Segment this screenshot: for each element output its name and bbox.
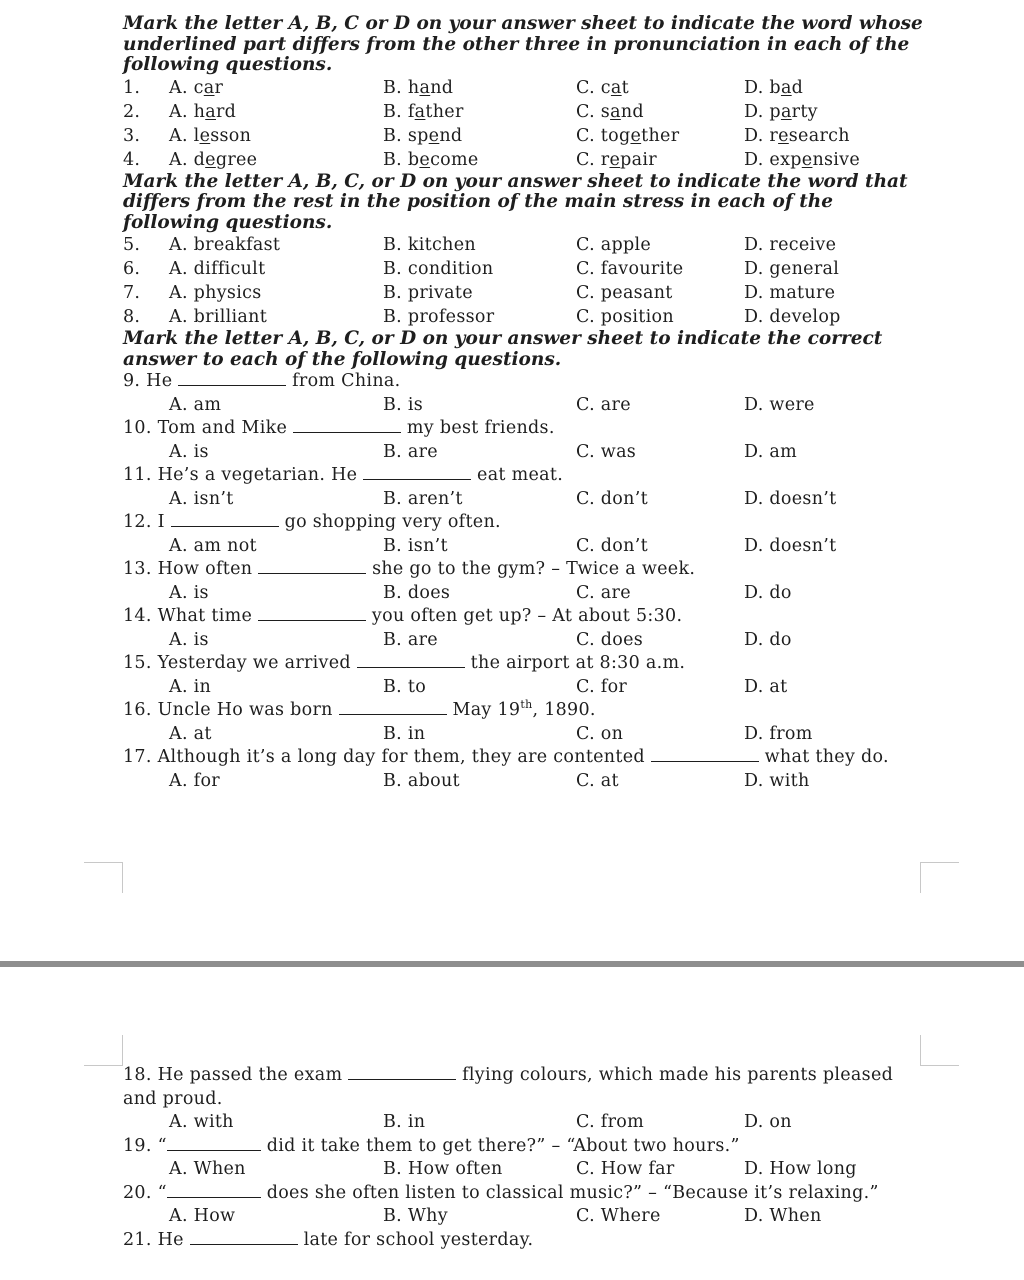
option-a[interactable]: A. difficult — [169, 259, 266, 279]
question-20 — [123, 1182, 923, 1229]
option-d[interactable]: D. mature — [744, 283, 836, 303]
option-d[interactable]: D. do — [744, 629, 792, 650]
option-c[interactable]: C. favourite — [576, 259, 684, 279]
option-a[interactable]: A. When — [169, 1159, 246, 1179]
question-stem: 14. What time you often get up? – At about 5:30. — [123, 606, 683, 626]
instruction-stress: Mark the letter A, B, C, or D on your answer sheet to indicate the word that differs from the rest in the position of the main stress in each of the following questions. — [123, 170, 908, 233]
page-corner-mark — [920, 862, 959, 893]
option-c[interactable]: C. was — [576, 441, 637, 462]
option-a[interactable]: A. is — [169, 582, 209, 603]
answer-blank[interactable] — [167, 1138, 261, 1151]
answer-blank[interactable] — [348, 1067, 456, 1080]
page-2 — [123, 1064, 923, 1252]
options — [123, 676, 923, 700]
option-d[interactable]: D. When — [744, 1206, 822, 1226]
option-d[interactable]: D. bad — [744, 77, 804, 98]
option-d[interactable]: D. from — [744, 723, 813, 744]
option-a[interactable]: A. is — [169, 629, 209, 650]
question-8: 8. A. brilliant B. professor C. position D. develop — [123, 307, 841, 327]
option-a[interactable]: A. for — [169, 770, 220, 791]
question-6: 6. A. difficult B. condition C. favourite D. general — [123, 259, 840, 279]
option-c[interactable]: C. repair — [576, 149, 657, 170]
option-c[interactable]: C. are — [576, 394, 631, 415]
option-d[interactable]: D. doesn’t — [744, 488, 837, 509]
option-b[interactable]: B. kitchen — [383, 235, 476, 255]
question-3: 3. A. lesson B. spend C. together D. research — [123, 125, 850, 146]
option-b[interactable]: B. in — [383, 723, 426, 744]
option-a[interactable]: A. lesson — [169, 125, 252, 146]
answer-blank[interactable] — [357, 655, 465, 668]
option-c[interactable]: C. are — [576, 582, 631, 603]
option-c[interactable]: C. don’t — [576, 488, 648, 509]
answer-blank[interactable] — [178, 373, 286, 386]
answer-blank[interactable] — [651, 749, 759, 762]
answer-blank[interactable] — [293, 420, 401, 433]
options — [123, 1205, 923, 1229]
question-10 — [123, 417, 923, 464]
option-d[interactable]: D. research — [744, 125, 850, 146]
question-stem: 10. Tom and Mike my best friends. — [123, 418, 555, 438]
option-c[interactable]: C. peasant — [576, 283, 673, 303]
question-stem: 15. Yesterday we arrived the airport at 8:30 a.m. — [123, 653, 686, 673]
option-d[interactable]: D. develop — [744, 307, 841, 327]
question-19 — [123, 1135, 923, 1182]
option-d[interactable]: D. on — [744, 1112, 792, 1132]
question-21 — [123, 1229, 923, 1253]
option-b[interactable]: B. Why — [383, 1206, 448, 1226]
option-d[interactable]: D. general — [744, 259, 840, 279]
option-b[interactable]: B. are — [383, 441, 438, 462]
option-a[interactable]: A. am — [169, 394, 222, 415]
question-7: 7. A. physics B. private C. peasant D. mature — [123, 283, 836, 303]
question-stem: 9. He from China. — [123, 371, 401, 391]
option-b[interactable]: B. condition — [383, 259, 494, 279]
option-a[interactable]: A. breakfast — [169, 235, 281, 255]
options — [123, 582, 923, 606]
options — [123, 1158, 923, 1182]
question-13 — [123, 558, 923, 605]
question-17 — [123, 746, 923, 793]
question-stem: 13. How often she go to the gym? – Twice a week. — [123, 559, 696, 579]
question-9 — [123, 370, 923, 417]
option-c[interactable]: C. at — [576, 770, 619, 791]
option-a[interactable]: A. in — [169, 676, 212, 697]
question-stem: 18. He passed the exam flying colours, which made his parents pleased and proud. — [123, 1065, 894, 1109]
options — [123, 394, 923, 418]
option-b[interactable]: B. How often — [383, 1159, 503, 1179]
option-b[interactable]: B. about — [383, 770, 460, 791]
option-b[interactable]: B. professor — [383, 307, 495, 327]
option-a[interactable]: A. am not — [169, 535, 257, 556]
answer-blank[interactable] — [190, 1232, 298, 1245]
option-b[interactable]: B. become — [383, 149, 479, 170]
option-c[interactable]: C. cat — [576, 77, 629, 98]
answer-blank[interactable] — [167, 1185, 261, 1198]
question-15 — [123, 652, 923, 699]
option-c[interactable]: C. How far — [576, 1159, 675, 1179]
question-2: 2. A. hard B. father C. sand D. party — [123, 101, 818, 122]
option-d[interactable]: D. with — [744, 770, 810, 791]
option-b[interactable]: B. father — [383, 101, 464, 122]
option-a[interactable]: A. isn’t — [169, 488, 234, 509]
option-c[interactable]: C. together — [576, 125, 680, 146]
option-d[interactable]: D. expensive — [744, 149, 861, 170]
question-stem: 12. I go shopping very often. — [123, 512, 501, 532]
answer-blank[interactable] — [339, 702, 447, 715]
option-c[interactable]: C. does — [576, 629, 644, 650]
options — [123, 629, 923, 653]
option-b[interactable]: B. is — [383, 394, 424, 415]
instruction-pronunciation: Mark the letter A, B, C or D on your answer sheet to indicate the word whose underlined part differs from the other three in pronunciation in each of the following questions. — [123, 13, 923, 75]
question-1: 1. A. car B. hand C. cat D. bad — [123, 77, 804, 98]
option-b[interactable]: B. does — [383, 582, 451, 603]
question-stem: 11. He’s a vegetarian. He eat meat. — [123, 465, 564, 485]
options — [123, 535, 923, 559]
instruction-correct-answer: Mark the letter A, B, C, or D on your answer sheet to indicate the correct answer to each of the following questions. — [123, 328, 883, 370]
answer-blank[interactable] — [258, 561, 366, 574]
question-4: 4. A. degree B. become C. repair D. expensive — [123, 149, 861, 170]
option-c[interactable]: C. don’t — [576, 535, 648, 556]
option-c[interactable]: C. sand — [576, 101, 644, 122]
option-d[interactable]: D. receive — [744, 235, 837, 255]
question-stem: 17. Although it’s a long day for them, they are contented what they do. — [123, 747, 889, 767]
option-b[interactable]: B. hand — [383, 77, 454, 98]
question-5: 5. A. breakfast B. kitchen C. apple D. receive — [123, 235, 837, 255]
option-d[interactable]: D. party — [744, 101, 818, 122]
option-c[interactable]: C. on — [576, 723, 624, 744]
option-d[interactable]: D. am — [744, 441, 798, 462]
option-b[interactable]: B. aren’t — [383, 488, 463, 509]
options — [123, 723, 923, 747]
option-d[interactable]: D. were — [744, 394, 815, 415]
option-a[interactable]: A. physics — [169, 283, 262, 303]
option-d[interactable]: D. doesn’t — [744, 535, 837, 556]
question-14 — [123, 605, 923, 652]
question-12 — [123, 511, 923, 558]
option-c[interactable]: C. for — [576, 676, 628, 697]
option-a[interactable]: A. brilliant — [169, 307, 268, 327]
answer-blank[interactable] — [171, 514, 279, 527]
option-c[interactable]: C. Where — [576, 1206, 661, 1226]
options — [123, 770, 923, 794]
option-b[interactable]: B. private — [383, 283, 473, 303]
option-b[interactable]: B. spend — [383, 125, 463, 146]
question-stem: 16. Uncle Ho was born May 19th, 1890. — [123, 698, 596, 720]
options — [123, 1111, 923, 1135]
options — [123, 488, 923, 512]
option-a[interactable]: A. How — [169, 1206, 236, 1226]
question-11 — [123, 464, 923, 511]
option-a[interactable]: A. car — [169, 77, 224, 98]
page-corner-mark — [84, 862, 123, 893]
answer-blank[interactable] — [363, 467, 471, 480]
question-stem: 20. “ does she often listen to classical music?” – “Because it’s relaxing.” — [123, 1182, 879, 1203]
option-c[interactable]: C. from — [576, 1112, 644, 1132]
option-a[interactable]: A. degree — [169, 149, 258, 170]
option-a[interactable]: A. with — [169, 1112, 234, 1132]
option-c[interactable]: C. apple — [576, 235, 652, 255]
option-d[interactable]: D. at — [744, 676, 788, 697]
option-d[interactable]: D. do — [744, 582, 792, 603]
answer-blank[interactable] — [258, 608, 366, 621]
page-corner-mark — [920, 1035, 959, 1066]
option-d[interactable]: D. How long — [744, 1159, 857, 1179]
question-18 — [123, 1064, 923, 1135]
option-a[interactable]: A. is — [169, 441, 209, 462]
question-stem: 21. He late for school yesterday. — [123, 1229, 534, 1250]
option-b[interactable]: B. isn’t — [383, 535, 448, 556]
option-b[interactable]: B. are — [383, 629, 438, 650]
option-a[interactable]: A. hard — [169, 101, 237, 122]
page-1 — [123, 14, 923, 793]
page-corner-mark — [84, 1035, 123, 1066]
option-b[interactable]: B. to — [383, 676, 427, 697]
question-16 — [123, 699, 923, 746]
options — [123, 441, 923, 465]
option-c[interactable]: C. position — [576, 307, 674, 327]
question-stem: 19. “ did it take them to get there?” – “About two hours.” — [123, 1135, 740, 1156]
option-b[interactable]: B. in — [383, 1112, 426, 1132]
option-a[interactable]: A. at — [169, 723, 212, 744]
page-separator — [0, 961, 1024, 967]
